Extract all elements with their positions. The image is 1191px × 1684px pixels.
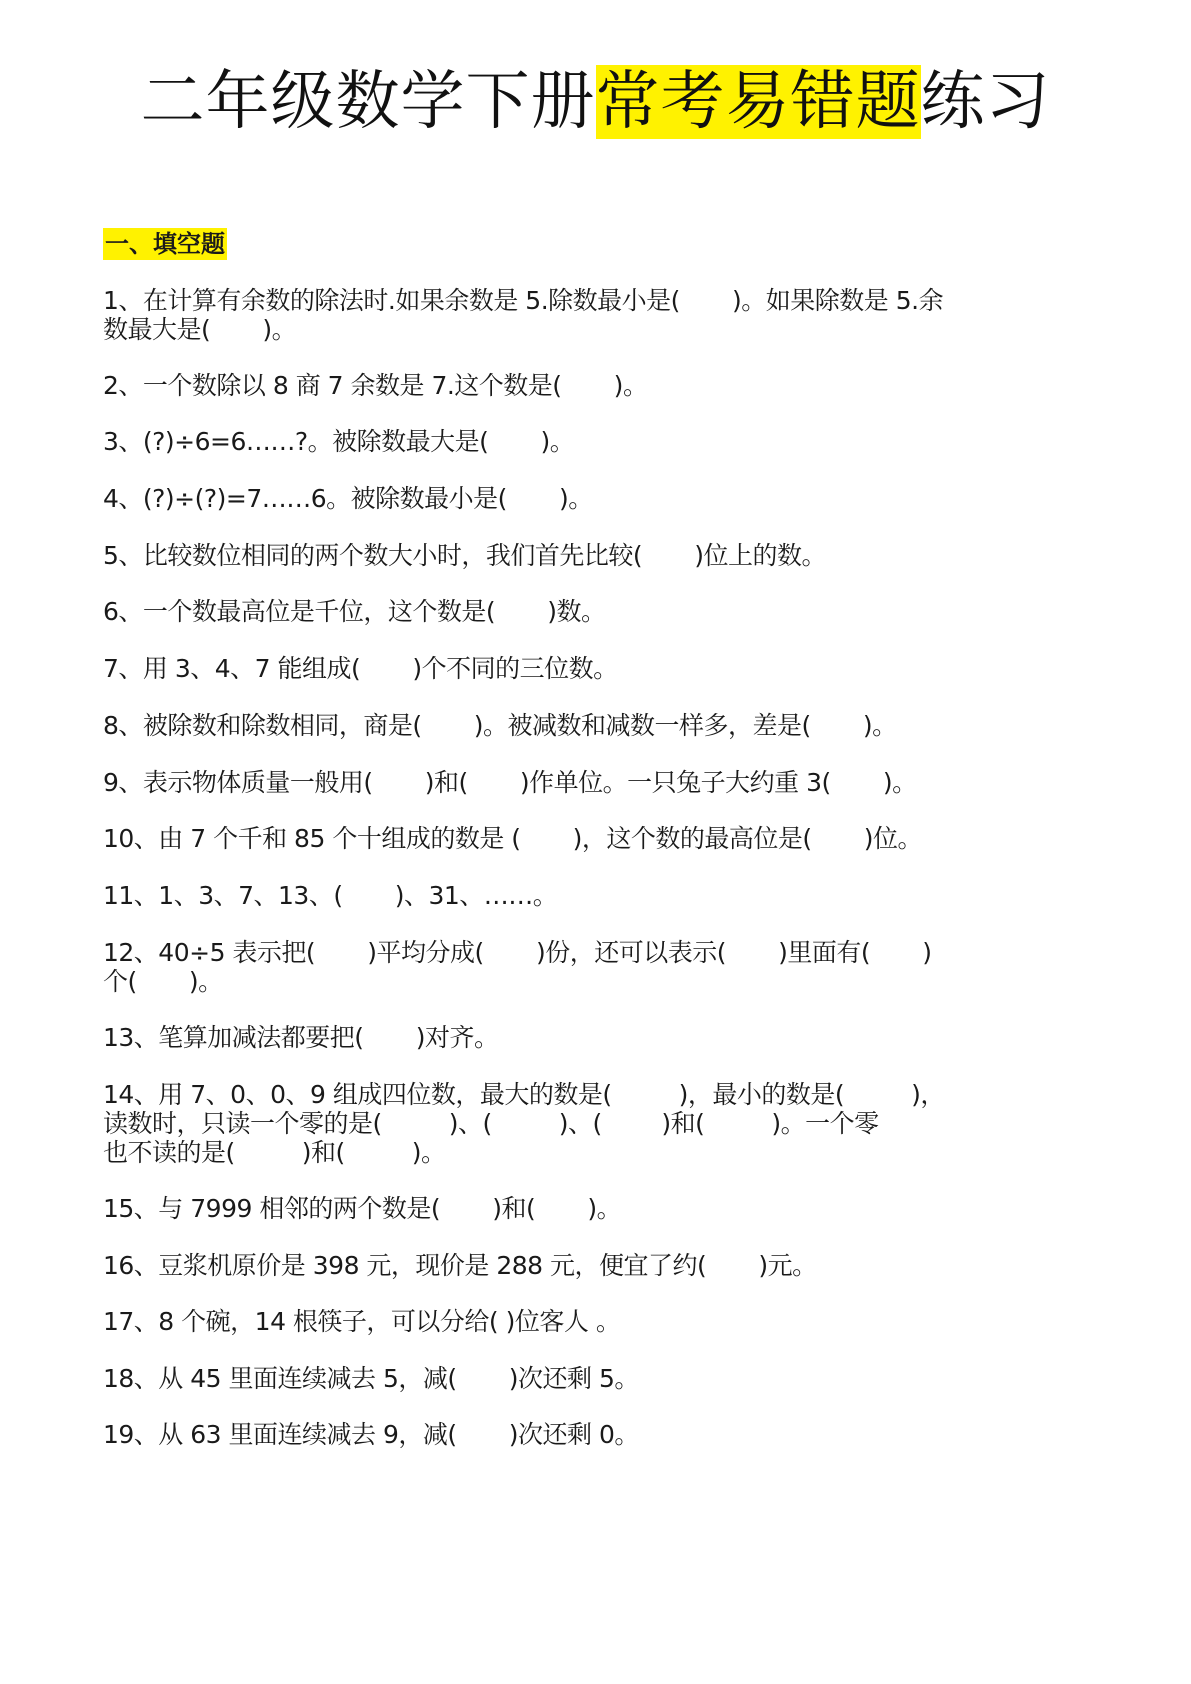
question-line: 8、被除数和除数相同，商是( )。被减数和减数一样多，差是( )。 bbox=[103, 711, 897, 740]
question-8 bbox=[103, 711, 1013, 740]
question-line: 数最大是( )。 bbox=[103, 315, 297, 344]
question-line: 17、8 个碗，14 根筷子，可以分给( )位客人 。 bbox=[103, 1307, 621, 1336]
question-line: 13、笔算加减法都要把( )对齐。 bbox=[103, 1023, 499, 1052]
title-part: 练习 bbox=[920, 65, 1051, 139]
question-6 bbox=[103, 597, 1013, 626]
question-line: 5、比较数位相同的两个数大小时，我们首先比较( )位上的数。 bbox=[103, 541, 827, 570]
question-4 bbox=[103, 484, 1013, 513]
question-line: 14、用 7、0、0、9 组成四位数，最大的数是( )，最小的数是( )， bbox=[103, 1080, 945, 1109]
question-16 bbox=[103, 1251, 1013, 1280]
title-part: 二年级数学下册 bbox=[140, 65, 596, 139]
question-1 bbox=[103, 286, 1013, 344]
question-line: 也不读的是( )和( )。 bbox=[103, 1138, 446, 1167]
question-19 bbox=[103, 1420, 1013, 1449]
question-line: 4、(?)÷(?)=7……6。被除数最小是( )。 bbox=[103, 484, 593, 513]
question-line: 19、从 63 里面连续减去 9，减( )次还剩 0。 bbox=[103, 1420, 639, 1449]
question-11 bbox=[103, 881, 1013, 910]
question-line: 15、与 7999 相邻的两个数是( )和( )。 bbox=[103, 1194, 622, 1223]
question-line: 2、一个数除以 8 商 7 余数是 7.这个数是( )。 bbox=[103, 371, 648, 400]
title-highlight: 常考易错题 bbox=[595, 65, 921, 139]
section-heading: 一、填空题 bbox=[105, 230, 225, 258]
question-line: 10、由 7 个千和 85 个十组成的数是 ( )，这个数的最高位是( )位。 bbox=[103, 824, 923, 853]
question-line: 个( )。 bbox=[103, 967, 223, 996]
question-line: 9、表示物体质量一般用( )和( )作单位。一只兔子大约重 3( )。 bbox=[103, 768, 917, 797]
question-9 bbox=[103, 768, 1013, 797]
question-line: 1、在计算有余数的除法时.如果余数是 5.除数最小是( )。如果除数是 5.余 bbox=[103, 286, 944, 315]
question-12 bbox=[103, 938, 1013, 996]
question-5 bbox=[103, 541, 1013, 570]
page-title bbox=[0, 62, 1191, 142]
question-line: 18、从 45 里面连续减去 5，减( )次还剩 5。 bbox=[103, 1364, 639, 1393]
question-13 bbox=[103, 1023, 1013, 1052]
question-14 bbox=[103, 1080, 1013, 1167]
question-line: 12、40÷5 表示把( )平均分成( )份，还可以表示( )里面有( ) bbox=[103, 938, 932, 967]
question-line: 6、一个数最高位是千位，这个数是( )数。 bbox=[103, 597, 606, 626]
question-line: 3、(?)÷6=6……?。被除数最大是( )。 bbox=[103, 427, 575, 456]
question-line: 读数时，只读一个零的是( )、( )、( )和( )。一个零 bbox=[103, 1109, 879, 1138]
question-3 bbox=[103, 427, 1013, 456]
question-15 bbox=[103, 1194, 1013, 1223]
question-2 bbox=[103, 371, 1013, 400]
question-line: 11、1、3、7、13、( )、31、……。 bbox=[103, 881, 558, 910]
question-17 bbox=[103, 1307, 1013, 1336]
question-18 bbox=[103, 1364, 1013, 1393]
question-10 bbox=[103, 824, 1013, 853]
question-7 bbox=[103, 654, 1013, 683]
question-line: 7、用 3、4、7 能组成( )个不同的三位数。 bbox=[103, 654, 618, 683]
question-line: 16、豆浆机原价是 398 元，现价是 288 元，便宜了约( )元。 bbox=[103, 1251, 817, 1280]
